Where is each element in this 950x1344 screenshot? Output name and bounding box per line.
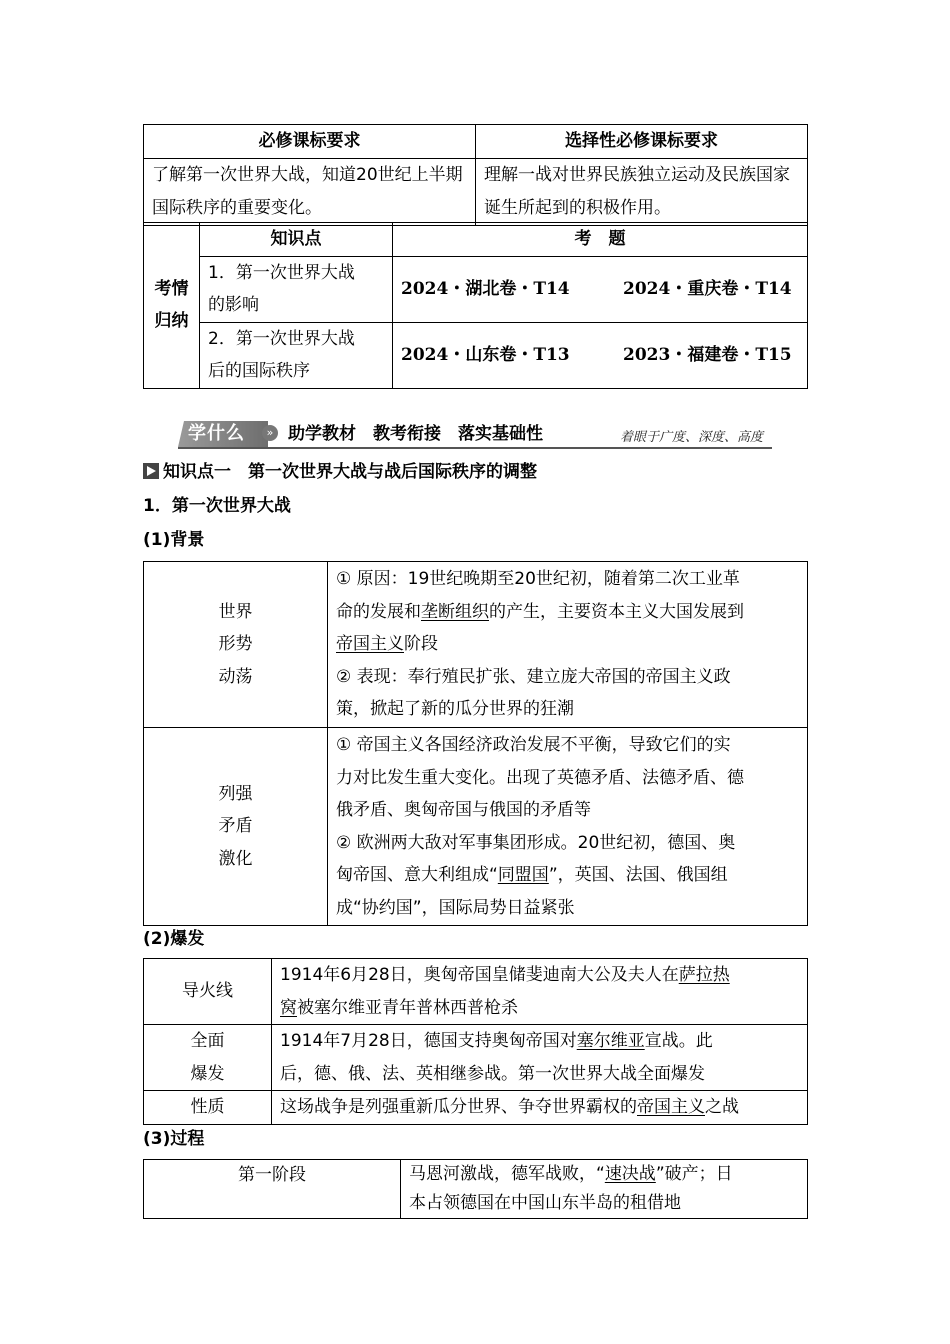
exam-header: 考 题 xyxy=(393,223,808,257)
process-row1-content xyxy=(401,1160,808,1219)
label-line: 世界 xyxy=(218,601,253,622)
content-line xyxy=(280,992,799,1025)
kp-row-1-line2: 的影响 xyxy=(208,295,259,315)
sub-heading-ww1: 1．第一次世界大战 xyxy=(143,496,291,516)
content-line xyxy=(409,1160,799,1189)
text: 的产生，主要资本主义大国发展到 xyxy=(489,601,744,622)
text: 宣战。此 xyxy=(644,1031,713,1051)
underlined-term: 同盟国 xyxy=(497,865,549,885)
underlined-term: 帝国主义 xyxy=(637,1097,705,1117)
knowledge-point-header: 知识点 xyxy=(200,223,393,257)
knowledge-point-heading xyxy=(143,460,537,484)
text: 成“协约国”，国际局势日益紧张 xyxy=(336,897,575,918)
text: 本占领德国在中国山东半岛的租借地 xyxy=(409,1193,681,1213)
label-line: 动荡 xyxy=(218,666,253,687)
exam-summary-table xyxy=(143,222,808,389)
label-line: 列强 xyxy=(218,783,253,804)
content-line xyxy=(336,729,799,762)
content-line xyxy=(336,563,799,596)
bg-row1-label xyxy=(144,562,328,728)
exam-ref: 2024・重庆卷・T14 xyxy=(623,278,792,299)
content-line xyxy=(336,892,799,925)
text: 匈帝国、意大利组成“ xyxy=(336,865,498,885)
text: 俄矛盾、奥匈帝国与俄国的矛盾等 xyxy=(336,800,591,820)
text: 之战 xyxy=(705,1097,739,1117)
outbreak-row3-content xyxy=(272,1091,808,1125)
side-label-line2: 归纳 xyxy=(154,311,189,332)
side-label-line1: 考情 xyxy=(154,278,189,299)
exam-summary-label xyxy=(144,223,200,389)
outbreak-row3-label: 性质 xyxy=(144,1091,272,1125)
text: 力对比发生重大变化。出现了英德矛盾、法德矛盾、德 xyxy=(336,767,744,788)
banner-note: 着眼于广度、深度、高度 xyxy=(620,430,764,445)
process-title: (3)过程 xyxy=(143,1129,205,1149)
label-line: 全面 xyxy=(190,1031,225,1051)
outbreak-table xyxy=(143,958,808,1125)
banner-items: 助学教材 教考衔接 落实基础性 xyxy=(288,424,543,444)
banner-tag: 学什么 xyxy=(188,423,245,444)
kp-row-2-line1: 2．第一次世界大战 xyxy=(208,328,355,349)
process-table xyxy=(143,1159,808,1219)
underlined-term: 帝国主义 xyxy=(336,634,404,655)
col2-text: 理解一战对世界民族独立运动及民族国家诞生所起到的积极作用。 xyxy=(476,158,808,225)
exam-row-2 xyxy=(393,322,808,388)
kp-row-2-line2: 后的国际秩序 xyxy=(208,361,310,381)
bg-row2-content xyxy=(328,728,808,926)
process-row1-label: 第一阶段 xyxy=(144,1160,401,1219)
knowledge-point-title: 知识点一 第一次世界大战与战后国际秩序的调整 xyxy=(163,462,537,482)
exam-ref: 2024・湖北卷・T14 xyxy=(401,278,570,299)
play-triangle-icon xyxy=(143,463,159,479)
content-line xyxy=(336,762,799,795)
text: 1914年7月28日，德国支持奥匈帝国对 xyxy=(280,1031,577,1051)
underlined-term: 速决战 xyxy=(604,1164,656,1184)
curriculum-requirements-table xyxy=(143,124,808,226)
text: 命的发展和 xyxy=(336,601,421,622)
kp-row-1 xyxy=(200,256,393,322)
text: ”，英国、法国、俄国组 xyxy=(548,865,728,885)
chevron-right-icon: » xyxy=(262,425,278,441)
col1-text: 了解第一次世界大战，知道20世纪上半期国际秩序的重要变化。 xyxy=(144,158,476,225)
outbreak-row2-label xyxy=(144,1025,272,1091)
text: 1914年6月28日，奥匈帝国皇储斐迪南大公及夫人在 xyxy=(280,965,679,985)
content-line xyxy=(280,1058,799,1091)
label-line: 矛盾 xyxy=(218,816,253,837)
text: ② 表现：奉行殖民扩张、建立庞大帝国的帝国主义政 xyxy=(336,666,731,687)
background-title: (1)背景 xyxy=(143,530,205,550)
col2-header: 选择性必修课标要求 xyxy=(476,125,808,159)
text: 马恩河激战，德军战败，“ xyxy=(409,1164,605,1184)
content-line xyxy=(280,1025,799,1058)
text: 这场战争是列强重新瓜分世界、争夺世界霸权的 xyxy=(280,1097,637,1117)
content-line xyxy=(280,959,799,992)
text: ② 欧洲两大敌对军事集团形成。20世纪初，德国、奥 xyxy=(336,832,736,853)
content-line xyxy=(336,661,799,694)
kp-row-2 xyxy=(200,322,393,388)
underlined-term: 垄断组织 xyxy=(421,601,489,622)
bg-row2-label xyxy=(144,728,328,926)
outbreak-row1-label: 导火线 xyxy=(144,959,272,1025)
exam-ref: 2023・福建卷・T15 xyxy=(623,344,792,365)
text: 被塞尔维亚青年普林西普枪杀 xyxy=(297,997,518,1018)
background-table xyxy=(143,561,808,926)
content-line xyxy=(336,827,799,860)
text: ① 原因：19世纪晚期至20世纪初，随着第二次工业革 xyxy=(336,569,740,590)
content-line xyxy=(336,693,799,726)
underlined-term: 萨拉热 xyxy=(678,965,730,985)
exam-ref: 2024・山东卷・T13 xyxy=(401,344,570,365)
underlined-term: 塞尔维亚 xyxy=(576,1031,645,1051)
content-line xyxy=(336,859,799,892)
label-line: 形势 xyxy=(218,634,253,655)
content-line xyxy=(336,794,799,827)
section-banner xyxy=(178,418,772,452)
label-line: 激化 xyxy=(218,848,253,869)
bg-row1-content xyxy=(328,562,808,728)
content-line xyxy=(336,596,799,629)
text: ① 帝国主义各国经济政治发展不平衡，导致它们的实 xyxy=(336,735,731,755)
content-line xyxy=(336,628,799,661)
outbreak-row2-content xyxy=(272,1025,808,1091)
exam-row-1 xyxy=(393,256,808,322)
underlined-term: 窝 xyxy=(280,997,297,1018)
kp-row-1-line1: 1．第一次世界大战 xyxy=(208,262,355,283)
text: ”破产；日 xyxy=(655,1164,733,1184)
outbreak-title: (2)爆发 xyxy=(143,929,205,949)
outbreak-row1-content xyxy=(272,959,808,1025)
text: 后，德、俄、法、英相继参战。第一次世界大战全面爆发 xyxy=(280,1063,705,1084)
text: 策，掀起了新的瓜分世界的狂潮 xyxy=(336,699,574,720)
content-line xyxy=(409,1189,799,1218)
text: 阶段 xyxy=(404,634,438,655)
label-line: 爆发 xyxy=(190,1063,225,1084)
col1-header: 必修课标要求 xyxy=(144,125,476,159)
